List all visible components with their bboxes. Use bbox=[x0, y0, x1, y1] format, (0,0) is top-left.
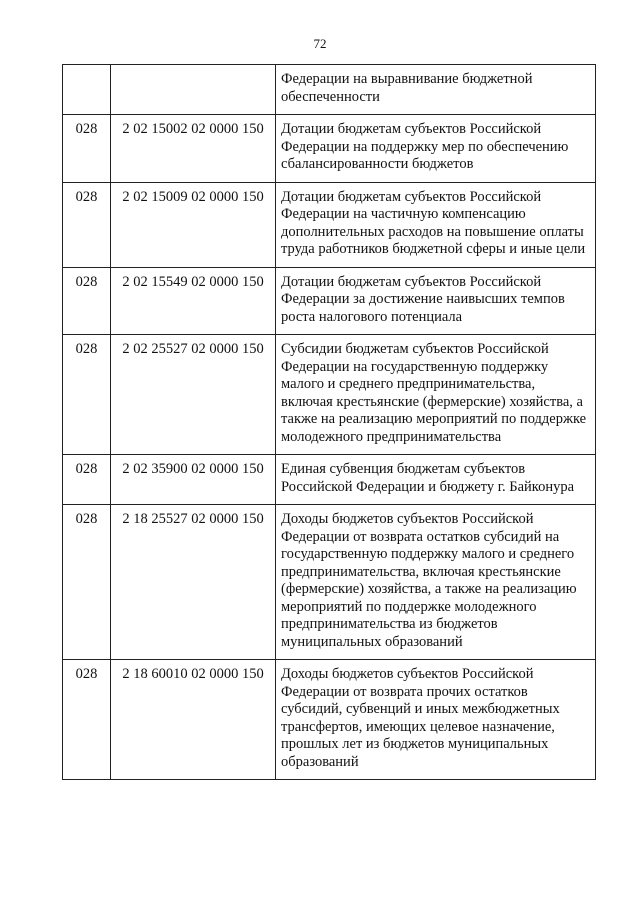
admin-code-cell: 028 bbox=[63, 660, 111, 780]
revenue-name-cell: Дотации бюджетам субъектов Российской Федерации на частичную компенсацию дополнительных расходов на повышение оплаты труда работников бюджетной сферы и иные цели bbox=[276, 182, 596, 267]
budget-code-cell: 2 18 25527 02 0000 150 bbox=[111, 505, 276, 660]
page-number: 72 bbox=[313, 36, 327, 51]
revenue-name-cell: Субсидии бюджетам субъектов Российской Федерации на государственную поддержку малого и среднего предпринимательства, включая крестьянские (фермерские) хозяйства, а также на реализацию мероприятий по поддержке молодежного предпринимательства bbox=[276, 335, 596, 455]
revenue-name-cell: Доходы бюджетов субъектов Российской Федерации от возврата остатков субсидий на государственную поддержку малого и среднего предпринимательства, включая крестьянские (фермерские) хозяйства, а также на реализацию мероприятий по поддержке молодежного предпринимательства из бюджетов муниципальных образований bbox=[276, 505, 596, 660]
admin-code-cell: 028 bbox=[63, 455, 111, 505]
budget-code-cell: 2 18 60010 02 0000 150 bbox=[111, 660, 276, 780]
admin-code-cell bbox=[63, 65, 111, 115]
admin-code-cell: 028 bbox=[63, 182, 111, 267]
admin-code-cell: 028 bbox=[63, 115, 111, 183]
budget-code-cell: 2 02 25527 02 0000 150 bbox=[111, 335, 276, 455]
admin-code-cell: 028 bbox=[63, 505, 111, 660]
table-row bbox=[63, 115, 596, 183]
admin-code-cell: 028 bbox=[63, 267, 111, 335]
table-row bbox=[63, 65, 596, 115]
table-row bbox=[63, 335, 596, 455]
revenue-name-cell: Доходы бюджетов субъектов Российской Федерации от возврата прочих остатков субсидий, субвенций и иных межбюджетных трансфертов, имеющих целевое назначение, прошлых лет из бюджетов муниципальных образований bbox=[276, 660, 596, 780]
revenue-name-cell: Дотации бюджетам субъектов Российской Федерации на поддержку мер по обеспечению сбалансированности бюджетов bbox=[276, 115, 596, 183]
budget-code-cell: 2 02 35900 02 0000 150 bbox=[111, 455, 276, 505]
revenue-name-cell: Федерации на выравнивание бюджетной обеспеченности bbox=[276, 65, 596, 115]
revenue-name-cell: Единая субвенция бюджетам субъектов Российской Федерации и бюджету г. Байконура bbox=[276, 455, 596, 505]
table-row bbox=[63, 660, 596, 780]
revenue-name-cell: Дотации бюджетам субъектов Российской Федерации за достижение наивысших темпов роста налогового потенциала bbox=[276, 267, 596, 335]
table-row bbox=[63, 455, 596, 505]
table-row bbox=[63, 267, 596, 335]
table-row bbox=[63, 182, 596, 267]
budget-classification-table bbox=[62, 64, 596, 780]
budget-code-cell: 2 02 15549 02 0000 150 bbox=[111, 267, 276, 335]
admin-code-cell: 028 bbox=[63, 335, 111, 455]
table-row bbox=[63, 505, 596, 660]
budget-code-cell: 2 02 15002 02 0000 150 bbox=[111, 115, 276, 183]
budget-code-cell bbox=[111, 65, 276, 115]
budget-code-cell: 2 02 15009 02 0000 150 bbox=[111, 182, 276, 267]
